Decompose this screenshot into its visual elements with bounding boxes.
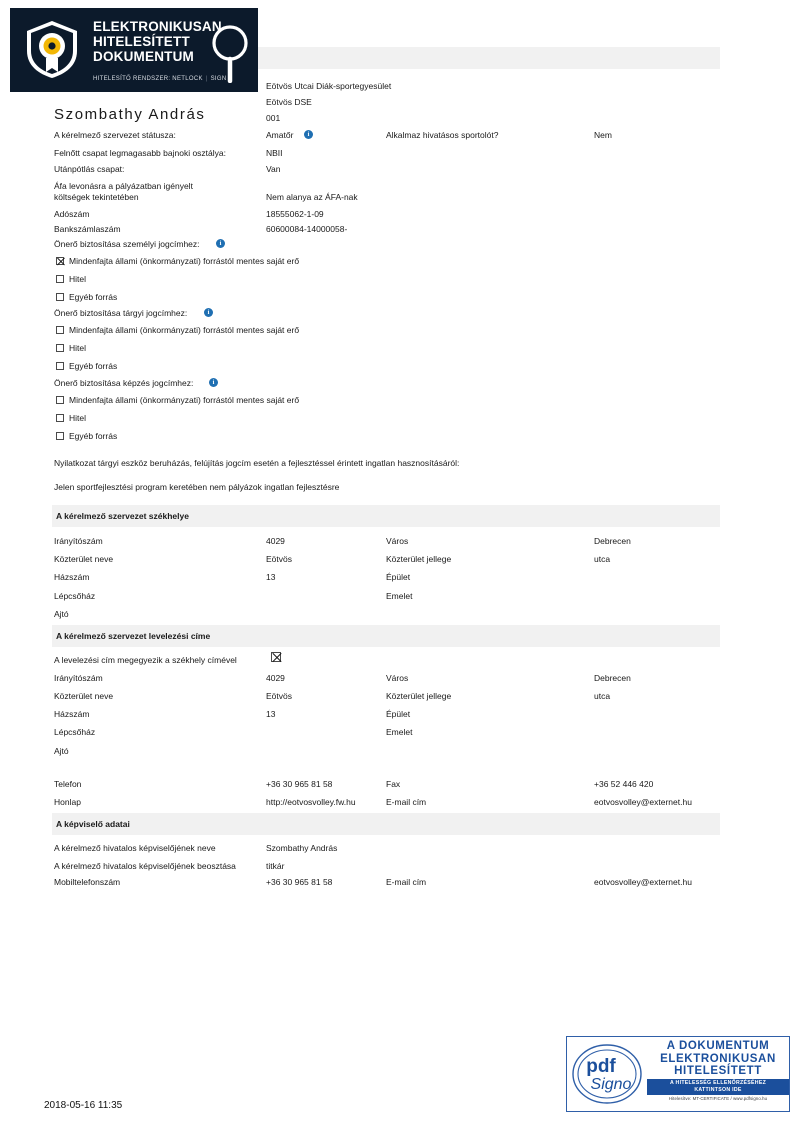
self-funding-personal-option-1-label: Hitel [69,274,87,284]
self-funding-personal-info-icon[interactable]: i [216,239,225,248]
org-id: 001 [266,113,281,123]
rep-mobile-label: Mobiltelefonszám [54,877,121,887]
sig-line-6: Hitelesítve: MT-CERTIFICATE / www.pdfsigno.hu [668,1095,768,1101]
hq-row-2-value: 13 [266,572,276,582]
hq-row-3-label: Lépcsőház [54,591,96,601]
self-funding-training-title: Önerő biztosítása képzés jogcímhez: [54,378,194,388]
self-funding-training-option-2-label: Egyéb forrás [69,431,118,441]
pro-athlete-value: Nem [594,130,612,140]
pro-athlete-label: Alkalmaz hivatásos sportolót? [386,130,499,140]
league-value: NBII [266,148,283,158]
self-funding-material-option-1-checkbox[interactable] [56,344,64,352]
bank-account-label: Bankszámlaszám [54,224,121,234]
self-funding-personal-option-2-label: Egyéb forrás [69,292,118,302]
mailing-row-0-label: Irányítószám [54,673,103,683]
contact-website-value[interactable]: http://eotvosvolley.fw.hu [266,797,356,807]
self-funding-material-option-2-checkbox[interactable] [56,362,64,370]
mailing-row-0-value: 4029 [266,673,285,683]
hq-row-2-label: Házszám [54,572,90,582]
section-headquarters [52,505,720,527]
stamp-subtitle-right: SIGN [210,76,227,82]
footer-timestamp: 2018-05-16 11:35 [44,1100,123,1111]
self-funding-training-option-0-label: Mindenfajta állami (önkormányzati) forrástól mentes saját erő [69,395,300,405]
youth-label: Utánpótlás csapat: [54,164,125,174]
self-funding-material-option-0-label: Mindenfajta állami (önkormányzati) forrástól mentes saját erő [69,325,300,335]
self-funding-material-title: Önerő biztosítása tárgyi jogcímhez: [54,308,188,318]
mailing-row-1-label2: Közterület jellege [386,691,452,701]
tax-number-label: Adószám [54,209,90,219]
self-funding-material-option-2-label: Egyéb forrás [69,361,118,371]
stamp-subtitle-left: HITELESÍTŐ RENDSZER: NETLOCK [93,76,203,82]
contact-fax-value: +36 52 446 420 [594,779,654,789]
stamp-title-line-2: HITELESÍTETT [93,34,190,49]
svg-text:pdf: pdf [586,1056,616,1077]
sig-line-1: A DOKUMENTUM [666,1040,770,1052]
status-label: A kérelmező szervezet státusza: [54,130,176,140]
hq-row-0-label2: Város [386,536,409,546]
mailing-row-0-value2: Debrecen [594,673,631,683]
hq-row-0-label: Irányítószám [54,536,103,546]
mailing-row-3-label: Lépcsőház [54,727,96,737]
pdfsigno-logo-icon [571,1042,643,1106]
magnifier-icon [209,23,251,65]
self-funding-material-option-1-label: Hitel [69,343,87,353]
self-funding-personal-option-0-label: Mindenfajta állami (önkormányzati) forrástól mentes saját erő [69,256,300,266]
hq-row-0-value: 4029 [266,536,285,546]
stamp-title [93,19,222,64]
hq-row-3-label2: Emelet [386,591,413,601]
mailing-same-as-hq-checkbox[interactable] [271,652,281,662]
section-representative [52,813,720,835]
tax-number-value: 18555062-1-09 [266,209,324,219]
rep-position-label: A kérelmező hivatalos képviselőjének beosztása [54,861,236,871]
sig-line-5: KATTINTSON IDE [694,1086,742,1093]
hq-row-0-value2: Debrecen [594,536,631,546]
self-funding-training-option-1-checkbox[interactable] [56,414,64,422]
stamp-subtitle: HITELESÍTŐ RENDSZER: NETLOCK | SIGN [93,76,227,82]
contact-fax-label: Fax [386,779,401,789]
org-name: Eötvös Utcai Diák-sportegyesület [266,81,392,91]
contact-phone-label: Telefon [54,779,82,789]
self-funding-personal-option-2-checkbox[interactable] [56,293,64,301]
self-funding-training-info-icon[interactable]: i [209,378,218,387]
sig-line-2: ELEKTRONIKUSAN [660,1052,776,1065]
hq-row-1-label: Közterület neve [54,554,114,564]
hq-row-2-label2: Épület [386,572,411,582]
self-funding-training-option-1-label: Hitel [69,413,87,423]
rep-email-label: E-mail cím [386,877,427,887]
contact-email-value[interactable]: eotvosvolley@externet.hu [594,797,692,807]
hq-row-1-value2: utca [594,554,611,564]
self-funding-personal-title: Önerő biztosítása személyi jogcímhez: [54,239,200,249]
vat-value: Nem alanya az ÁFA-nak [266,192,358,202]
rep-email-value[interactable]: eotvosvolley@externet.hu [594,877,692,887]
hq-row-1-value: Eötvös [266,554,292,564]
hq-row-4-label: Ajtó [54,609,69,619]
mailing-row-1-label: Közterület neve [54,691,114,701]
self-funding-personal-option-0-checkbox[interactable] [56,257,64,265]
contact-email-label: E-mail cím [386,797,427,807]
bank-account-value: 60600084-14000058- [266,224,348,234]
section-mailing-address [52,625,720,647]
league-label: Felnőtt csapat legmagasabb bajnoki osztálya: [54,148,226,158]
mailing-row-3-label2: Emelet [386,727,413,737]
self-funding-personal-option-1-checkbox[interactable] [56,275,64,283]
section-representative-title: A képviselő adatai [56,819,130,829]
mailing-row-2-value: 13 [266,709,276,719]
vat-label-line-1: Áfa levonásra a pályázatban igényelt [54,181,193,191]
rep-position-value: titkár [266,861,285,871]
mailing-row-2-label: Házszám [54,709,90,719]
status-info-icon[interactable]: i [304,130,313,139]
mailing-row-1-value2: utca [594,691,611,701]
rep-mobile-value: +36 30 965 81 58 [266,877,333,887]
self-funding-training-option-0-checkbox[interactable] [56,396,64,404]
section-headquarters-title: A kérelmező szervezet székhelye [56,511,189,521]
status-value: Amatőr [266,130,294,140]
mailing-same-as-hq-label: A levelezési cím megegyezik a székhely címével [54,655,237,665]
page-title: Szombathy András [54,106,206,123]
mailing-row-4-label: Ajtó [54,746,69,756]
declaration-line-1: Nyilatkozat tárgyi eszköz beruházás, felújítás jogcím esetén a fejlesztéssel érintett ingatlan hasznosításáról: [54,458,460,468]
self-funding-material-option-0-checkbox[interactable] [56,326,64,334]
mailing-row-1-value: Eötvös [266,691,292,701]
pdf-signature-badge[interactable] [566,1036,790,1112]
stamp-title-line-1: ELEKTRONIKUSAN [93,19,222,34]
svg-text:Signo: Signo [590,1076,632,1093]
declaration-line-2: Jelen sportfejlesztési program keretében nem pályázok ingatlan fejlesztésre [54,482,340,492]
contact-phone-value: +36 30 965 81 58 [266,779,333,789]
org-short-name: Eötvös DSE [266,97,312,107]
hq-row-1-label2: Közterület jellege [386,554,452,564]
authentication-stamp [10,8,258,92]
rep-name-value: Szombathy András [266,843,338,853]
shield-seal-icon [21,18,83,80]
vat-label-line-2: költségek tekintetében [54,192,139,202]
mailing-row-0-label2: Város [386,673,409,683]
contact-website-label: Honlap [54,797,81,807]
self-funding-training-option-2-checkbox[interactable] [56,432,64,440]
mailing-row-2-label2: Épület [386,709,411,719]
self-funding-material-info-icon[interactable]: i [204,308,213,317]
section-mailing-address-title: A kérelmező szervezet levelezési címe [56,631,211,641]
rep-name-label: A kérelmező hivatalos képviselőjének neve [54,843,216,853]
sig-line-3: HITELESÍTETT [674,1065,762,1077]
stamp-title-line-3: DOKUMENTUM [93,49,194,64]
youth-value: Van [266,164,281,174]
sig-line-4: A HITELESSÉG ELLENŐRZÉSÉHEZ [669,1079,767,1086]
